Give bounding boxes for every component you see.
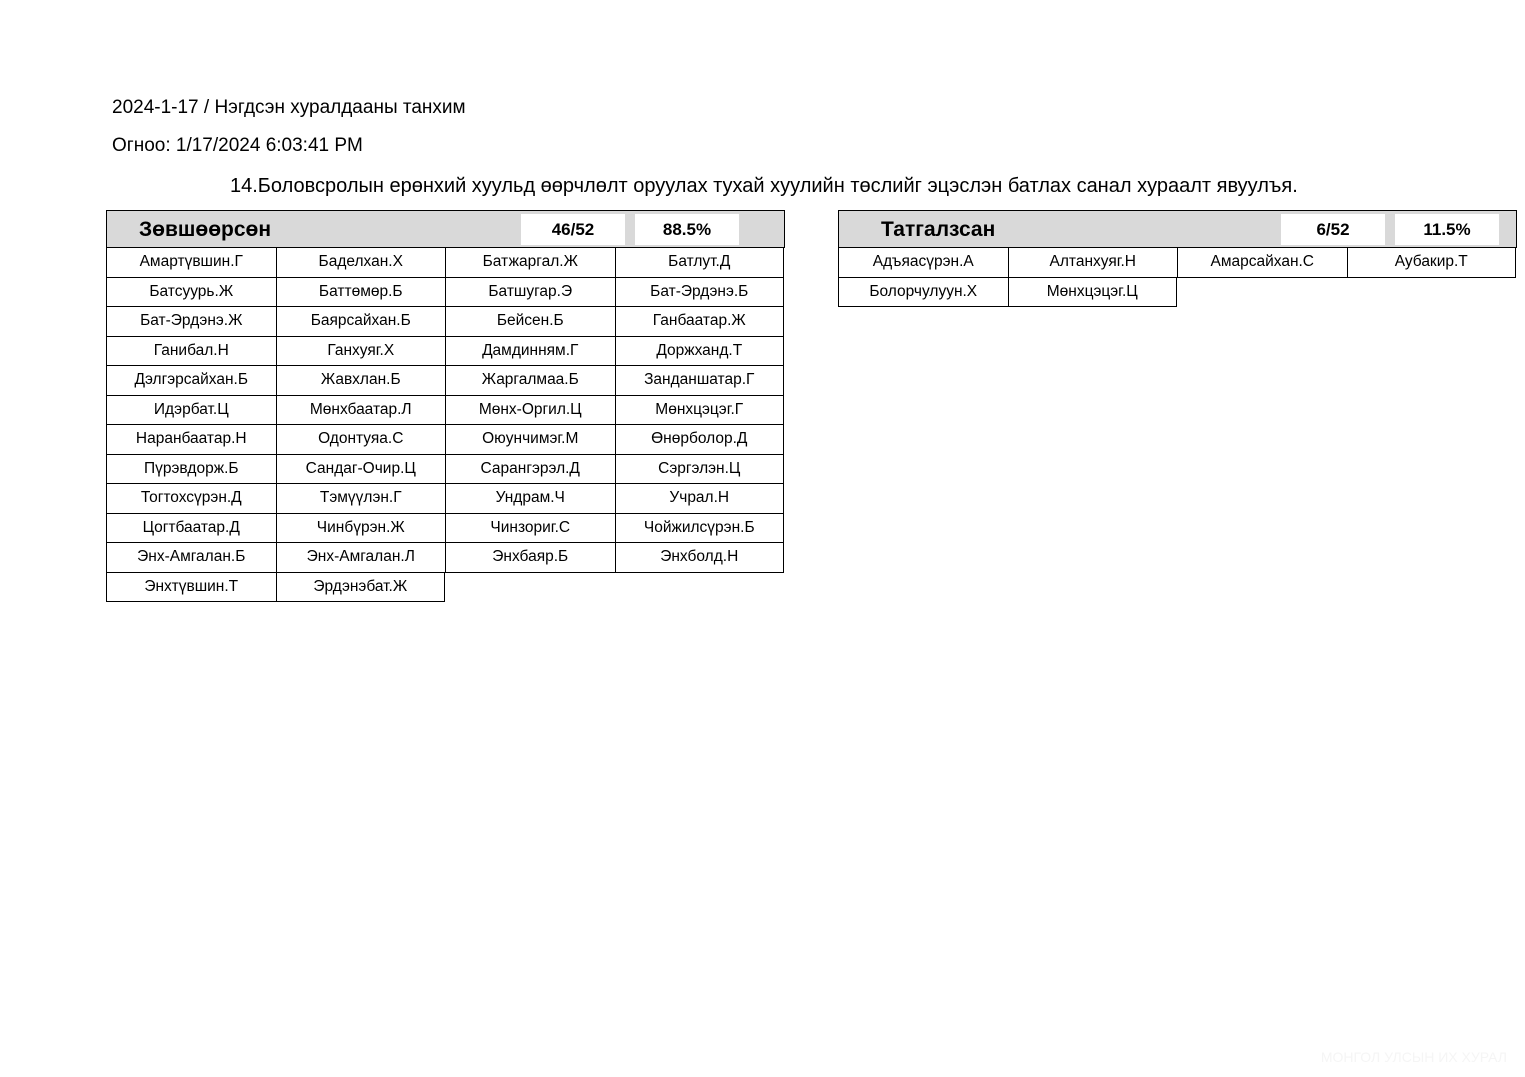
rejected-percent: 11.5% — [1395, 214, 1499, 245]
approved-percent: 88.5% — [635, 214, 739, 245]
voter-name-cell: Амартүвшин.Г — [106, 248, 276, 278]
voter-name-cell: Бат-Эрдэнэ.Б — [615, 278, 785, 308]
voter-name-cell: Бат-Эрдэнэ.Ж — [106, 307, 276, 337]
voter-name-cell: Эрдэнэбат.Ж — [276, 573, 446, 603]
voter-name-cell: Жаргалмаа.Б — [445, 366, 615, 396]
voter-name-cell: Батшугар.Э — [445, 278, 615, 308]
voter-name-cell: Ганбаатар.Ж — [615, 307, 785, 337]
voter-name-cell: Ганибал.Н — [106, 337, 276, 367]
voter-name-cell: Болорчулуун.Х — [838, 278, 1008, 308]
approved-names-grid — [106, 248, 784, 602]
approved-count: 46/52 — [521, 214, 625, 245]
voter-name-cell: Ундрам.Ч — [445, 484, 615, 514]
voter-name-cell: Оюунчимэг.М — [445, 425, 615, 455]
voter-name-cell: Мөнхцэцэг.Ц — [1008, 278, 1178, 308]
voter-name-cell: Батжаргал.Ж — [445, 248, 615, 278]
voter-name-cell: Аубакир.Т — [1347, 248, 1517, 278]
voter-name-cell: Баделхан.Х — [276, 248, 446, 278]
rejected-header — [838, 210, 1517, 248]
voter-name-cell: Баярсайхан.Б — [276, 307, 446, 337]
voter-name-cell: Учрал.Н — [615, 484, 785, 514]
voter-name-cell: Дамдинням.Г — [445, 337, 615, 367]
voter-name-cell: Мөнх-Оргил.Ц — [445, 396, 615, 426]
voter-name-cell: Баттөмөр.Б — [276, 278, 446, 308]
watermark-text: МОНГОЛ УЛСЫН ИХ ХУРАЛ — [1320, 1049, 1507, 1065]
approved-title: Зөвшөөрсөн — [139, 218, 272, 241]
voter-name-cell: Батлут.Д — [615, 248, 785, 278]
voter-name-cell: Цогтбаатар.Д — [106, 514, 276, 544]
voter-name-cell: Батсуурь.Ж — [106, 278, 276, 308]
voter-name-cell: Сэргэлэн.Ц — [615, 455, 785, 485]
voter-name-cell: Пүрэвдорж.Б — [106, 455, 276, 485]
voter-name-cell: Алтанхуяг.Н — [1008, 248, 1178, 278]
voter-name-cell: Амарсайхан.С — [1177, 248, 1347, 278]
voter-name-cell: Энхтүвшин.Т — [106, 573, 276, 603]
voter-name-cell: Энх-Амгалан.Б — [106, 543, 276, 573]
voter-name-cell: Энхболд.Н — [615, 543, 785, 573]
rejected-title: Татгалзсан — [881, 218, 996, 241]
voter-name-cell: Дэлгэрсайхан.Б — [106, 366, 276, 396]
session-line: 2024-1-17 / Нэгдсэн хуралдааны танхим — [112, 97, 466, 118]
vote-question: 14.Боловсролын ерөнхий хуульд өөрчлөлт оруулах тухай хуулийн төслийг эцэслэн батлах санал хураалт явуулъя. — [230, 175, 1298, 197]
approved-header — [106, 210, 785, 248]
rejected-names-grid — [838, 248, 1516, 307]
voter-name-cell: Бейсен.Б — [445, 307, 615, 337]
voter-name-cell: Тэмүүлэн.Г — [276, 484, 446, 514]
voter-name-cell: Сандаг-Очир.Ц — [276, 455, 446, 485]
voter-name-cell: Сарангэрэл.Д — [445, 455, 615, 485]
date-line: Огноо: 1/17/2024 6:03:41 PM — [112, 135, 363, 156]
voter-name-cell: Чойжилсүрэн.Б — [615, 514, 785, 544]
voter-name-cell: Ганхуяг.Х — [276, 337, 446, 367]
rejected-count: 6/52 — [1281, 214, 1385, 245]
voter-name-cell: Чинбүрэн.Ж — [276, 514, 446, 544]
voter-name-cell: Доржханд.Т — [615, 337, 785, 367]
voter-name-cell: Чинзориг.С — [445, 514, 615, 544]
voter-name-cell: Өнөрболор.Д — [615, 425, 785, 455]
voter-name-cell: Мөнхбаатар.Л — [276, 396, 446, 426]
voter-name-cell: Жавхлан.Б — [276, 366, 446, 396]
voter-name-cell: Адъяасүрэн.А — [838, 248, 1008, 278]
voter-name-cell: Тогтохсүрэн.Д — [106, 484, 276, 514]
voter-name-cell: Занданшатар.Г — [615, 366, 785, 396]
voter-name-cell: Наранбаатар.Н — [106, 425, 276, 455]
voter-name-cell: Энх-Амгалан.Л — [276, 543, 446, 573]
voter-name-cell: Идэрбат.Ц — [106, 396, 276, 426]
voter-name-cell: Энхбаяр.Б — [445, 543, 615, 573]
voter-name-cell: Мөнхцэцэг.Г — [615, 396, 785, 426]
voter-name-cell: Одонтуяа.С — [276, 425, 446, 455]
